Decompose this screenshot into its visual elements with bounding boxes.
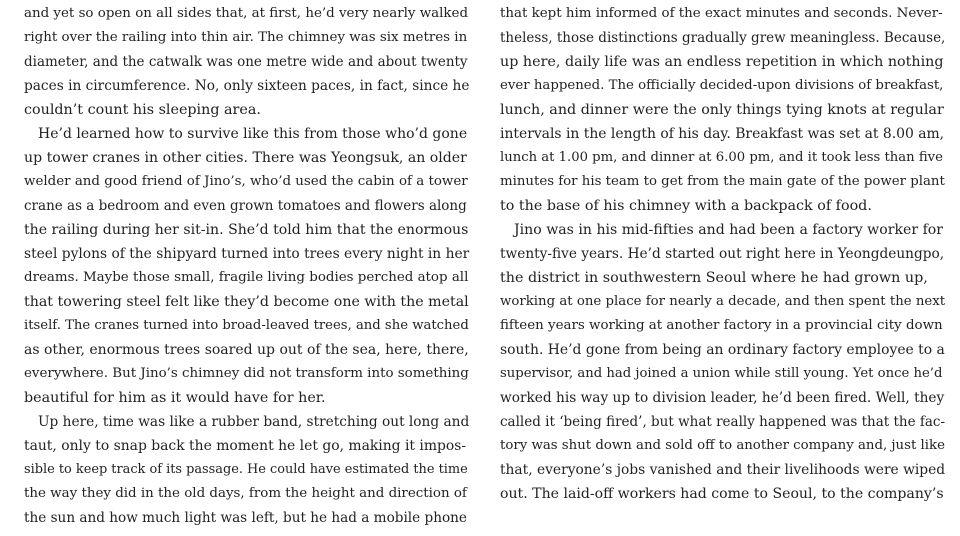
text-line: worked his way up to division leader, he’d been fired. Well, they bbox=[500, 390, 945, 406]
text-line: south. He’d gone from being an ordinary factory employee to a bbox=[500, 342, 945, 358]
text-line: dreams. Maybe those small, fragile living bodies perched atop all bbox=[24, 270, 469, 285]
paragraph-first-line: Up here, time was like a rubber band, stretching out long and bbox=[38, 414, 470, 430]
text-line: everywhere. But Jino’s chimney did not transform into something bbox=[24, 366, 469, 381]
text-line: couldn’t count his sleeping area. bbox=[24, 102, 261, 118]
text-line: that kept him informed of the exact minutes and seconds. Never- bbox=[500, 6, 943, 21]
text-line: to the base of his chimney with a backpack of food. bbox=[500, 198, 872, 214]
text-line: welder and good friend of Jino’s, who’d used the cabin of a tower bbox=[24, 174, 468, 189]
text-line: the district in southwestern Seoul where he had grown up, bbox=[500, 270, 928, 286]
text-line: diameter, and the catwalk was one metre wide and about twenty bbox=[24, 54, 468, 70]
text-line: crane as a bedroom and even grown tomatoes and flowers along bbox=[24, 198, 467, 214]
text-line: the sun and how much light was left, but he had a mobile phone bbox=[24, 510, 467, 526]
text-line: right over the railing into thin air. The chimney was six metres in bbox=[24, 30, 468, 45]
text-line: intervals in the length of his day. Breakfast was set at 8.00 am, bbox=[500, 126, 945, 142]
text-line: ever happened. The officially decided-upon divisions of breakfast, bbox=[500, 78, 944, 93]
text-line: called it ‘being fired’, but what really happened was that the fac- bbox=[500, 414, 946, 430]
text-line: taut, only to snap back the moment he let go, making it impos- bbox=[24, 438, 467, 454]
text-line: lunch at 1.00 pm, and dinner at 6.00 pm, and it took less than five bbox=[500, 150, 943, 165]
text-line: out. The laid-off workers had come to Seoul, to the company’s bbox=[500, 486, 944, 502]
text-line: that towering steel felt like they’d become one with the metal bbox=[24, 294, 469, 310]
text-line: paces in circumference. No, only sixteen paces, in fact, since he bbox=[24, 78, 470, 94]
text-line: the railing during her sit-in. She’d told him that the enormous bbox=[24, 222, 469, 238]
text-line: minutes for his team to get from the main gate of the power plant bbox=[500, 174, 945, 189]
text-line: supervisor, and had joined a union while still young. Yet once he’d bbox=[500, 366, 943, 381]
text-line: up tower cranes in other cities. There was Yeongsuk, an older bbox=[24, 150, 467, 166]
text-line: beautiful for him as it would have for her. bbox=[24, 390, 326, 406]
text-line: twenty-five years. He’d started out right here in Yeongdeungpo, bbox=[500, 246, 945, 262]
text-line: sible to keep track of its passage. He could have estimated the time bbox=[24, 462, 468, 477]
paragraph-first-line: He’d learned how to survive like this from those who’d gone bbox=[38, 126, 468, 142]
text-line: up here, daily life was an endless repetition in which nothing bbox=[500, 54, 944, 70]
text-line: and yet so open on all sides that, at first, he’d very nearly walked bbox=[24, 6, 469, 21]
text-line: as other, enormous trees soared up out of the sea, here, there, bbox=[24, 342, 469, 358]
text-line: tory was shut down and sold off to another company and, just like bbox=[500, 438, 945, 453]
text-line: the way they did in the old days, from the height and direction of bbox=[24, 486, 467, 501]
text-line: that, everyone’s jobs vanished and their livelihoods were wiped bbox=[500, 462, 946, 478]
text-line: working at one place for nearly a decade, and then spent the next bbox=[500, 294, 946, 309]
text-line: itself. The cranes turned into broad-leaved trees, and she watched bbox=[24, 318, 469, 333]
paragraph-first-line: Jino was in his mid-fifties and had been a factory worker for bbox=[514, 222, 944, 238]
text-line: lunch, and dinner were the only things tying knots at regular bbox=[500, 102, 944, 118]
text-line: theless, those distinctions gradually grew meaningless. Because, bbox=[500, 30, 946, 46]
text-line: fifteen years working at another factory in a provincial city down bbox=[500, 318, 943, 333]
text-line: steel pylons of the shipyard turned into trees every night in her bbox=[24, 246, 470, 262]
